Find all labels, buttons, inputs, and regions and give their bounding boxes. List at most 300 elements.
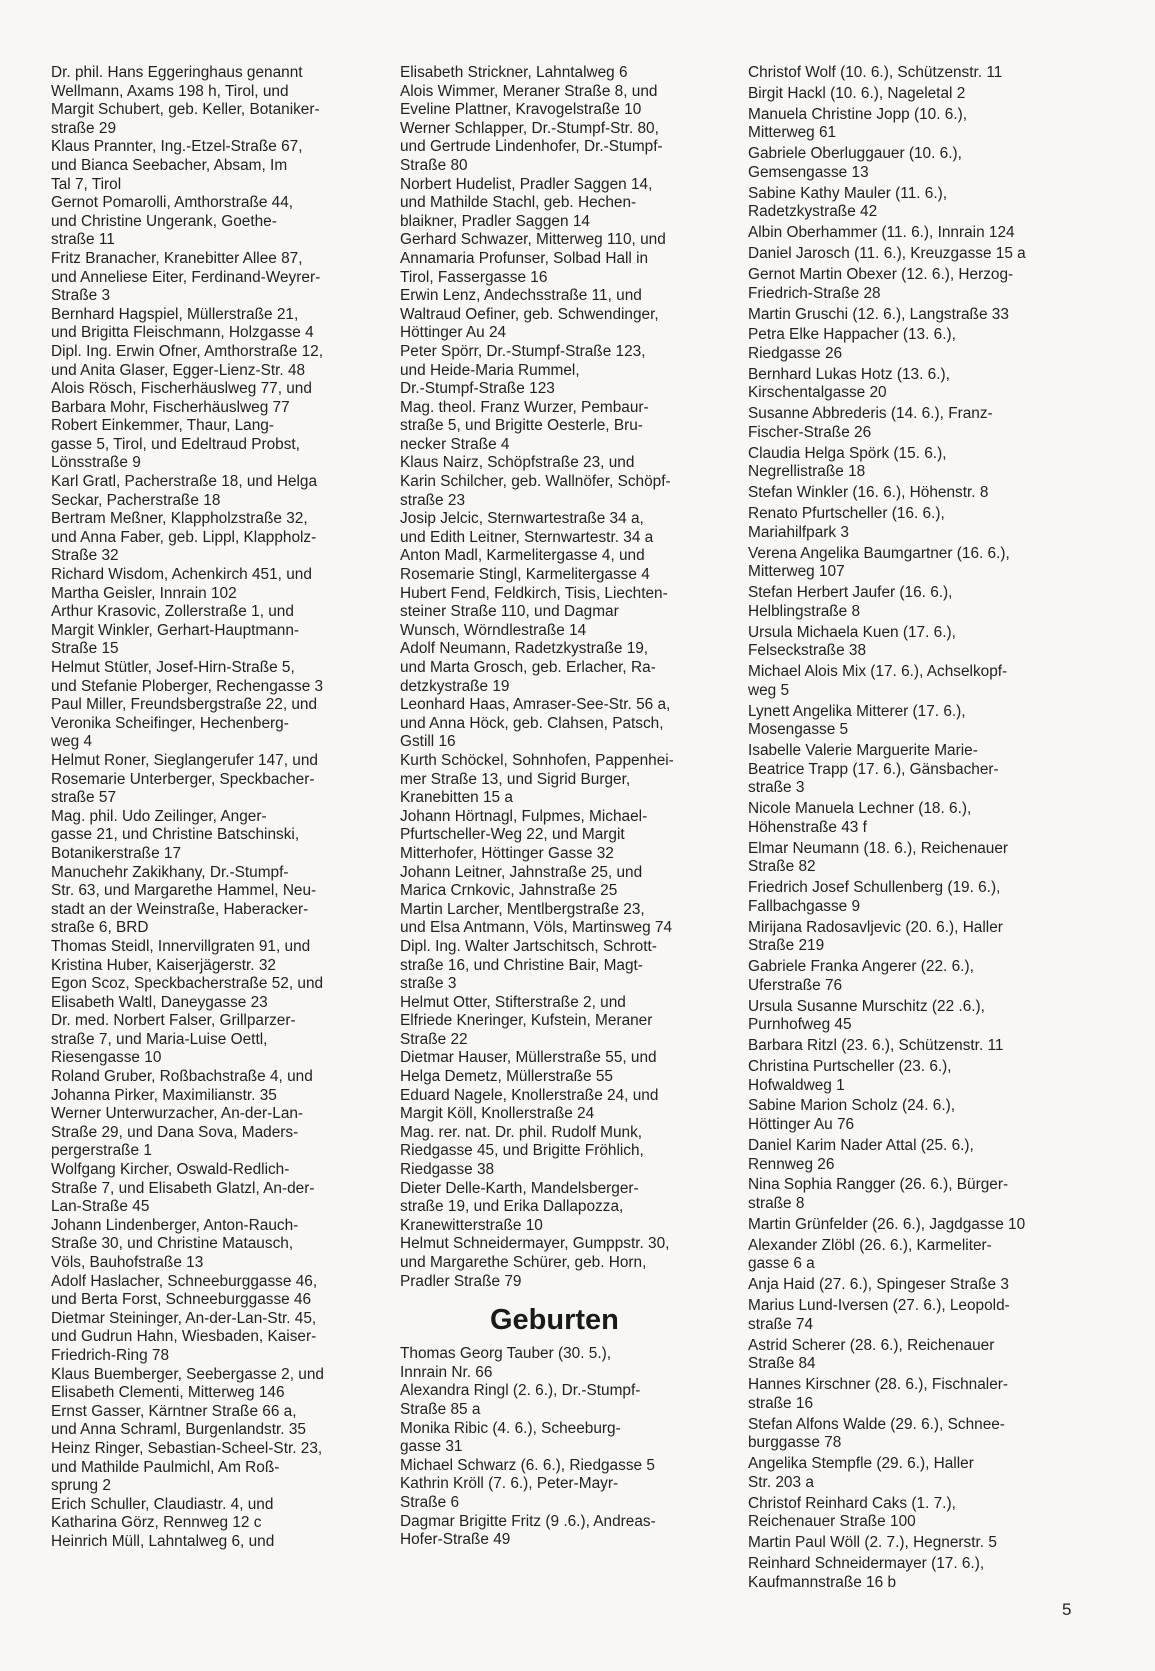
list-item <box>748 742 1068 798</box>
entry-line: Adolf Haslacher, Schneeburggasse 46, <box>51 1272 318 1290</box>
entry-line: Petra Elke Happacher (13. 6.), <box>748 326 956 344</box>
list-item <box>748 1216 1068 1235</box>
entry-line: Bernhard Lukas Hotz (13. 6.), <box>748 365 950 383</box>
entry-line: Veronika Scheifinger, Hechenberg- <box>51 714 289 732</box>
list-item <box>748 306 1068 325</box>
entry-line: Klaus Prannter, Ing.-Etzel-Straße 67, <box>51 138 303 156</box>
list-item <box>748 185 1068 222</box>
list-item <box>51 510 381 566</box>
entry-line: Anja Haid (27. 6.), Spingeser Straße 3 <box>748 1276 1009 1294</box>
entry-line: Innrain Nr. 66 <box>400 1363 493 1381</box>
births-list <box>400 1345 720 1550</box>
list-item <box>748 224 1068 243</box>
entry-line: straße 19, und Erika Dallapozza, <box>400 1198 624 1216</box>
entry-line: Heinz Ringer, Sebastian-Scheel-Str. 23, <box>51 1439 323 1457</box>
entry-line: straße 11 <box>51 231 115 249</box>
entry-line: und Mathilde Paulmichl, Am Roß- <box>51 1458 280 1476</box>
entry-line: Katharina Görz, Rennweg 12 c <box>51 1514 262 1532</box>
entry-line: blaikner, Pradler Saggen 14 <box>400 212 590 230</box>
entry-line: Straße 80 <box>400 156 468 174</box>
list-item <box>51 1273 381 1310</box>
list-item <box>748 840 1068 877</box>
entry-line: Isabelle Valerie Marguerite Marie- <box>748 742 978 760</box>
entry-line: Reinhard Schneidermayer (17. 6.), <box>748 1555 985 1572</box>
entry-line: Albin Oberhammer (11. 6.), Innrain 124 <box>748 224 1015 242</box>
births-heading: Geburten <box>490 1304 619 1337</box>
entry-line: Johann Leitner, Jahnstraße 25, und <box>400 863 643 881</box>
entry-line: Monika Ribic (4. 6.), Scheeburg- <box>400 1419 621 1437</box>
entry-line: Johann Hörtnagl, Fulpmes, Michael- <box>400 807 648 825</box>
list-item <box>400 1124 720 1180</box>
list-item <box>748 1058 1068 1095</box>
entry-line: Purnhofweg 45 <box>748 1016 852 1034</box>
entry-line: Beatrice Trapp (17. 6.), Gänsbacher- <box>748 760 999 778</box>
entry-line: Paul Miller, Freundsbergstraße 22, und <box>51 696 318 714</box>
entry-line: gasse 5, Tirol, und Edeltraud Probst, <box>51 435 300 453</box>
list-item <box>748 366 1068 403</box>
entry-line: Tal 7, Tirol <box>51 175 122 193</box>
entry-line: Kathrin Kröll (7. 6.), Peter-Mayr- <box>400 1475 619 1493</box>
list-item <box>51 1496 381 1533</box>
entry-line: Straße 84 <box>748 1355 816 1373</box>
list-item <box>748 1237 1068 1274</box>
entry-line: Stefan Herbert Jaufer (16. 6.), <box>748 584 953 602</box>
list-item <box>51 1310 381 1366</box>
entry-line: Kranebitten 15 a <box>400 789 513 807</box>
entry-line: sprung 2 <box>51 1477 111 1495</box>
entry-line: Gernot Pomarolli, Amthorstraße 44, <box>51 194 294 212</box>
entry-line: Kaufmannstraße 16 b <box>748 1573 897 1591</box>
list-item <box>748 624 1068 661</box>
entry-line: gasse 31 <box>400 1438 463 1456</box>
list-item <box>748 266 1068 303</box>
entry-line: und Gertrude Lindenhofer, Dr.-Stumpf- <box>400 138 663 156</box>
list-item <box>400 64 720 83</box>
entry-line: Völs, Bauhofstraße 13 <box>51 1254 204 1271</box>
entry-line: Margit Winkler, Gerhart-Hauptmann- <box>51 621 300 639</box>
list-item <box>748 405 1068 442</box>
entry-line: Straße 29, und Dana Sova, Maders- <box>51 1123 299 1141</box>
entry-line: Gabriele Franka Angerer (22. 6.), <box>748 958 974 976</box>
entry-line: Radetzkystraße 42 <box>748 203 878 221</box>
list-item <box>748 1297 1068 1334</box>
entry-line: Barbara Ritzl (23. 6.), Schützenstr. 11 <box>748 1037 1004 1055</box>
list-item <box>748 584 1068 621</box>
entry-line: Daniel Jarosch (11. 6.), Kreuzgasse 15 a <box>748 245 1026 263</box>
list-item <box>748 1037 1068 1056</box>
list-item <box>400 752 720 808</box>
list-item <box>400 1235 720 1291</box>
entry-line: Martin Gruschi (12. 6.), Langstraße 33 <box>748 305 1009 323</box>
entry-line: Str. 63, und Margarethe Hammel, Neu- <box>51 882 317 900</box>
list-item <box>748 1555 1068 1592</box>
list-item <box>400 1513 720 1550</box>
entry-line: und Berta Forst, Schneeburggasse 46 <box>51 1291 312 1309</box>
list-item <box>748 145 1068 182</box>
list-item <box>748 663 1068 700</box>
entry-line: Dipl. Ing. Walter Jartschitsch, Schrott- <box>400 937 657 955</box>
list-item <box>400 83 720 120</box>
entry-line: Elmar Neumann (18. 6.), Reichenauer <box>748 839 1009 857</box>
entry-line: und Bianca Seebacher, Absam, Im <box>51 156 288 174</box>
entry-line: pergerstraße 1 <box>51 1142 152 1160</box>
list-item <box>51 1217 381 1273</box>
entry-line: Friedrich Josef Schullenberg (19. 6.), <box>748 879 1001 897</box>
entry-line: Botanikerstraße 17 <box>51 844 182 862</box>
list-item <box>748 1455 1068 1492</box>
entry-line: gasse 6 a <box>748 1255 815 1273</box>
entry-line: burggasse 78 <box>748 1434 842 1452</box>
entry-line: Straße 30, und Christine Matausch, <box>51 1235 294 1253</box>
entry-line: Bernhard Hagspiel, Müllerstraße 21, <box>51 305 299 323</box>
entry-line: Kurth Schöckel, Sohnhofen, Pappenhei- <box>400 751 674 769</box>
list-item <box>51 417 381 473</box>
list-item <box>400 399 720 455</box>
entry-line: Egon Scoz, Speckbacherstraße 52, und <box>51 975 324 993</box>
list-item <box>748 245 1068 264</box>
column-1 <box>51 64 381 1552</box>
list-item <box>748 998 1068 1035</box>
list-item <box>748 1337 1068 1374</box>
entry-line: und Heide-Maria Rummel, <box>400 361 580 379</box>
entry-line: Norbert Hudelist, Pradler Saggen 14, <box>400 175 653 193</box>
entry-line: Roland Gruber, Roßbachstraße 4, und <box>51 1068 313 1086</box>
entry-line: Nicole Manuela Lechner (18. 6.), <box>748 800 972 818</box>
entry-line: Tirol, Fassergasse 16 <box>400 268 548 286</box>
list-item <box>748 505 1068 542</box>
entry-line: Gabriele Oberluggauer (10. 6.), <box>748 145 962 163</box>
entry-line: Christina Purtscheller (23. 6.), <box>748 1058 952 1075</box>
entry-line: Rosemarie Unterberger, Speckbacher- <box>51 770 315 788</box>
list-item <box>748 545 1068 582</box>
entry-line: weg 5 <box>748 681 790 699</box>
entry-line: Straße 15 <box>51 640 119 658</box>
entry-line: Hofwaldweg 1 <box>748 1076 845 1094</box>
list-item <box>400 343 720 399</box>
list-item <box>748 703 1068 740</box>
entry-line: Elisabeth Strickner, Lahntalweg 6 <box>400 64 628 81</box>
entry-line: Leonhard Haas, Amraser-See-Str. 56 a, <box>400 696 671 714</box>
entry-line: und Stefanie Ploberger, Rechengasse 3 <box>51 677 324 695</box>
column-3 <box>748 64 1068 1594</box>
entry-line: Fritz Branacher, Kranebitter Allee 87, <box>51 249 303 267</box>
entry-line: Reichenauer Straße 100 <box>748 1513 916 1531</box>
entry-line: Renato Pfurtscheller (16. 6.), <box>748 505 945 523</box>
entry-line: straße 16 <box>748 1394 814 1412</box>
list-item <box>400 1475 720 1512</box>
list-item <box>748 958 1068 995</box>
entry-line: und Christine Ungerank, Goethe- <box>51 212 277 230</box>
list-item <box>51 938 381 975</box>
entry-line: Werner Schlapper, Dr.-Stumpf-Str. 80, <box>400 119 659 137</box>
list-item <box>400 994 720 1050</box>
list-item <box>748 1176 1068 1213</box>
entry-line: Riedgasse 26 <box>748 344 843 362</box>
entry-line: Lönsstraße 9 <box>51 454 141 472</box>
entry-line: Mag. phil. Udo Zeilinger, Anger- <box>51 807 267 825</box>
entry-line: Daniel Karim Nader Attal (25. 6.), <box>748 1136 974 1154</box>
entry-line: Rosemarie Stingl, Karmelitergasse 4 <box>400 566 650 584</box>
entry-line: Helmut Roner, Sieglangerufer 147, und <box>51 751 318 769</box>
entry-line: Straße 6 <box>400 1493 460 1511</box>
entry-line: Pfurtscheller-Weg 22, und Margit <box>400 826 625 844</box>
list-item <box>748 879 1068 916</box>
entry-line: Manuchehr Zakikhany, Dr.-Stumpf- <box>51 863 289 881</box>
entry-line: und Edith Leitner, Sternwartestr. 34 a <box>400 528 654 546</box>
list-item <box>51 975 381 1012</box>
entry-line: Straße 32 <box>51 547 119 565</box>
entry-line: Josip Jelcic, Sternwartestraße 34 a, <box>400 510 644 528</box>
entry-line: Ursula Susanne Murschitz (22 .6.), <box>748 997 985 1015</box>
entry-line: Ursula Michaela Kuen (17. 6.), <box>748 623 956 641</box>
entry-line: Mitterhofer, Höttinger Gasse 32 <box>400 844 614 862</box>
entry-line: Lan-Straße 45 <box>51 1198 150 1216</box>
entry-line: Martin Larcher, Mentlbergstraße 23, <box>400 900 645 918</box>
list-item <box>400 696 720 752</box>
entry-line: Alexandra Ringl (2. 6.), Dr.-Stumpf- <box>400 1382 641 1400</box>
entry-line: Bertram Meßner, Klappholzstraße 32, <box>51 510 308 528</box>
entry-line: Stefan Alfons Walde (29. 6.), Schnee- <box>748 1415 1005 1433</box>
entry-line: Thomas Steidl, Innervillgraten 91, und <box>51 937 311 955</box>
entry-line: und Anna Schraml, Burgenlandstr. 35 <box>51 1421 306 1439</box>
entry-line: Dagmar Brigitte Fritz (9 .6.), Andreas- <box>400 1512 656 1530</box>
entry-line: Rennweg 26 <box>748 1155 835 1173</box>
list-item <box>400 231 720 287</box>
list-item <box>400 864 720 901</box>
list-item <box>51 752 381 808</box>
entry-line: Helmut Otter, Stifterstraße 2, und <box>400 993 626 1011</box>
list-item <box>51 473 381 510</box>
entry-line: weg 4 <box>51 733 93 751</box>
page-number: 5 <box>1062 1600 1072 1619</box>
entry-line: gasse 21, und Christine Batschinski, <box>51 826 300 844</box>
entry-line: Mag. rer. nat. Dr. phil. Rudolf Munk, <box>400 1123 643 1141</box>
entry-line: Gstill 16 <box>400 733 456 751</box>
entry-line: Straße 7, und Elisabeth Glatzl, An-der- <box>51 1179 315 1197</box>
entry-line: Mag. theol. Franz Wurzer, Pembaur- <box>400 398 649 416</box>
list-item <box>51 566 381 603</box>
entry-line: Manuela Christine Jopp (10. 6.), <box>748 105 968 123</box>
list-item <box>748 106 1068 143</box>
weddings-continued <box>400 64 720 1291</box>
list-item <box>51 1403 381 1440</box>
list-item <box>748 85 1068 104</box>
list-item <box>400 1049 720 1086</box>
entry-line: Mitterweg 107 <box>748 563 845 581</box>
entry-line: Hubert Fend, Feldkirch, Tisis, Liechten- <box>400 584 668 602</box>
entry-line: und Gudrun Hahn, Wiesbaden, Kaiser- <box>51 1328 317 1346</box>
entry-line: Negrellistraße 18 <box>748 463 866 481</box>
list-item <box>400 808 720 864</box>
entry-line: Sabine Kathy Mauler (11. 6.), <box>748 184 948 202</box>
entry-line: Werner Unterwurzacher, An-der-Lan- <box>51 1105 304 1123</box>
entry-line: Astrid Scherer (28. 6.), Reichenauer <box>748 1336 995 1354</box>
list-item <box>51 1533 381 1552</box>
list-item <box>51 343 381 380</box>
entry-line: Dipl. Ing. Erwin Ofner, Amthorstraße 12, <box>51 342 324 360</box>
entry-line: Martin Paul Wöll (2. 7.), Hegnerstr. 5 <box>748 1534 997 1552</box>
entry-line: Mirijana Radosavljevic (20. 6.), Haller <box>748 918 1003 936</box>
entry-line: Waltraud Oefiner, geb. Schwendinger, <box>400 305 659 323</box>
entry-line: und Marta Grosch, geb. Erlacher, Ra- <box>400 659 656 676</box>
entry-line: Hofer-Straße 49 <box>400 1531 511 1549</box>
entry-line: Kristina Huber, Kaiserjägerstr. 32 <box>51 956 276 974</box>
entry-line: Fallbachgasse 9 <box>748 897 861 915</box>
entry-line: Erich Schuller, Claudiastr. 4, und <box>51 1495 274 1513</box>
entry-line: Alexander Zlöbl (26. 6.), Karmeliter- <box>748 1236 992 1254</box>
list-item <box>400 287 720 343</box>
entry-line: Straße 85 a <box>400 1400 481 1418</box>
entry-line: Marius Lund-Iversen (27. 6.), Leopold- <box>748 1297 1010 1315</box>
entry-line: Höttinger Au 24 <box>400 324 507 342</box>
entry-line: straße 8 <box>748 1195 805 1213</box>
entry-line: Johanna Pirker, Maximilianstr. 35 <box>51 1086 277 1104</box>
entry-line: Michael Schwarz (6. 6.), Riedgasse 5 <box>400 1456 655 1474</box>
list-item <box>51 1161 381 1217</box>
entry-line: Martha Geisler, Innrain 102 <box>51 584 237 602</box>
entry-line: Kirschentalgasse 20 <box>748 384 887 402</box>
entry-line: Helmut Schneidermayer, Gumppstr. 30, <box>400 1235 670 1253</box>
entry-line: Fischer-Straße 26 <box>748 423 872 441</box>
column-2 <box>400 64 720 1550</box>
list-item <box>400 1345 720 1382</box>
list-item <box>400 454 720 510</box>
entry-line: Margit Köll, Knollerstraße 24 <box>400 1105 595 1123</box>
entry-line: Elisabeth Waltl, Daneygasse 23 <box>51 993 268 1011</box>
list-item <box>51 659 381 696</box>
entry-line: Wunsch, Wörndlestraße 14 <box>400 621 587 639</box>
entry-line: Kranewitterstraße 10 <box>400 1216 543 1234</box>
entry-line: Sabine Marion Scholz (24. 6.), <box>748 1097 956 1115</box>
list-item <box>748 1495 1068 1532</box>
entry-line: Christof Reinhard Caks (1. 7.), <box>748 1494 956 1512</box>
entry-line: Robert Einkemmer, Thaur, Lang- <box>51 417 274 435</box>
list-item <box>400 585 720 641</box>
entry-line: Elfriede Kneringer, Kufstein, Meraner <box>400 1012 653 1030</box>
entry-line: Höttinger Au 76 <box>748 1116 855 1134</box>
entry-line: straße 74 <box>748 1315 814 1333</box>
list-item <box>400 901 720 938</box>
list-item <box>400 547 720 584</box>
entry-line: Michael Alois Mix (17. 6.), Achselkopf- <box>748 663 1008 681</box>
entry-line: Eduard Nagele, Knollerstraße 24, und <box>400 1086 659 1104</box>
entry-line: Adolf Neumann, Radetzkystraße 19, <box>400 640 649 658</box>
entry-line: straße 3 <box>400 975 457 993</box>
entry-line: Alois Wimmer, Meraner Straße 8, und <box>400 82 658 100</box>
list-item <box>748 800 1068 837</box>
entry-line: Angelika Stempfle (29. 6.), Haller <box>748 1455 974 1473</box>
entry-line: Mariahilfpark 3 <box>748 523 849 541</box>
list-item <box>748 1416 1068 1453</box>
entry-line: Gernot Martin Obexer (12. 6.), Herzog- <box>748 266 1014 284</box>
entry-line: straße 5, und Brigitte Oesterle, Bru- <box>400 417 643 435</box>
entry-line: Birgit Hackl (10. 6.), Nageletal 2 <box>748 84 966 102</box>
list-item <box>400 640 720 696</box>
entry-line: Wolfgang Kircher, Oswald-Redlich- <box>51 1161 290 1179</box>
entry-line: detzkystraße 19 <box>400 677 510 695</box>
list-item <box>748 1376 1068 1413</box>
entry-line: Dietmar Steininger, An-der-Lan-Str. 45, <box>51 1309 317 1327</box>
entry-line: Friedrich-Ring 78 <box>51 1346 170 1364</box>
entry-line: Straße 22 <box>400 1030 468 1048</box>
list-item <box>51 138 381 194</box>
entry-line: straße 7, und Maria-Luise Oettl, <box>51 1030 268 1048</box>
list-item <box>400 1457 720 1476</box>
entry-line: Riedgasse 38 <box>400 1161 495 1179</box>
entry-line: Uferstraße 76 <box>748 976 843 994</box>
list-item <box>748 445 1068 482</box>
entry-line: Anton Madl, Karmelitergasse 4, und <box>400 547 645 565</box>
entry-line: Straße 219 <box>748 937 825 955</box>
entry-line: Marica Crnkovic, Jahnstraße 25 <box>400 882 618 900</box>
entry-line: Helblingstraße 8 <box>748 602 861 620</box>
list-item <box>400 938 720 994</box>
entry-line: Lynett Angelika Mitterer (17. 6.), <box>748 702 966 720</box>
entry-line: Mosengasse 5 <box>748 721 849 739</box>
list-item <box>51 603 381 659</box>
entry-line: Dr. med. Norbert Falser, Grillparzer- <box>51 1012 296 1030</box>
list-item <box>400 176 720 232</box>
entry-line: Str. 203 a <box>748 1473 814 1491</box>
entry-line: Straße 82 <box>748 858 816 876</box>
list-item <box>748 1276 1068 1295</box>
entry-line: Verena Angelika Baumgartner (16. 6.), <box>748 544 1010 562</box>
entry-line: mer Straße 13, und Sigrid Burger, <box>400 770 631 788</box>
entry-line: Claudia Helga Spörk (15. 6.), <box>748 444 947 462</box>
entry-line: Christof Wolf (10. 6.), Schützenstr. 11 <box>748 64 1003 81</box>
entry-line: und Margarethe Schürer, geb. Horn, <box>400 1254 647 1271</box>
entry-line: Martin Grünfelder (26. 6.), Jagdgasse 10 <box>748 1215 1026 1233</box>
list-item <box>51 64 381 138</box>
list-item <box>400 1382 720 1419</box>
entry-line: Riesengasse 10 <box>51 1049 162 1067</box>
list-item <box>51 250 381 306</box>
list-item <box>51 1440 381 1496</box>
entry-line: Helmut Stütler, Josef-Hirn-Straße 5, <box>51 659 295 676</box>
entry-line: steiner Straße 110, und Dagmar <box>400 603 619 621</box>
entry-line: Gerhard Schwazer, Mitterweg 110, und <box>400 231 666 249</box>
list-item <box>51 1105 381 1161</box>
entry-line: straße 3 <box>748 779 805 797</box>
list-item <box>51 808 381 864</box>
entry-line: straße 6, BRD <box>51 919 149 937</box>
entry-line: Annamaria Profunser, Solbad Hall in <box>400 249 649 267</box>
list-item <box>748 1097 1068 1134</box>
entry-line: Klaus Buemberger, Seebergasse 2, und <box>51 1365 324 1383</box>
entry-line: Erwin Lenz, Andechsstraße 11, und <box>400 287 642 305</box>
list-item <box>51 864 381 938</box>
list-item <box>400 510 720 547</box>
entry-line: und Anneliese Eiter, Ferdinand-Weyrer- <box>51 268 321 286</box>
entry-line: Stefan Winkler (16. 6.), Höhenstr. 8 <box>748 484 989 502</box>
entry-line: Wellmann, Axams 198 h, Tirol, und <box>51 82 289 100</box>
entry-line: Seckar, Pacherstraße 18 <box>51 491 221 509</box>
list-item <box>400 1180 720 1236</box>
entry-line: Elisabeth Clementi, Mitterweg 146 <box>51 1384 285 1402</box>
entry-line: Peter Spörr, Dr.-Stumpf-Straße 123, <box>400 342 646 360</box>
entry-line: Friedrich-Straße 28 <box>748 284 881 302</box>
list-item <box>51 1012 381 1068</box>
entry-line: Nina Sophia Rangger (26. 6.), Bürger- <box>748 1176 1009 1194</box>
list-item <box>748 1534 1068 1553</box>
entry-line: Richard Wisdom, Achenkirch 451, und <box>51 566 312 584</box>
list-item <box>400 1087 720 1124</box>
list-item <box>51 380 381 417</box>
entry-line: Dieter Delle-Karth, Mandelsberger- <box>400 1179 639 1197</box>
entry-line: Thomas Georg Tauber (30. 5.), <box>400 1345 612 1363</box>
entry-line: straße 29 <box>51 119 117 137</box>
list-item <box>748 326 1068 363</box>
